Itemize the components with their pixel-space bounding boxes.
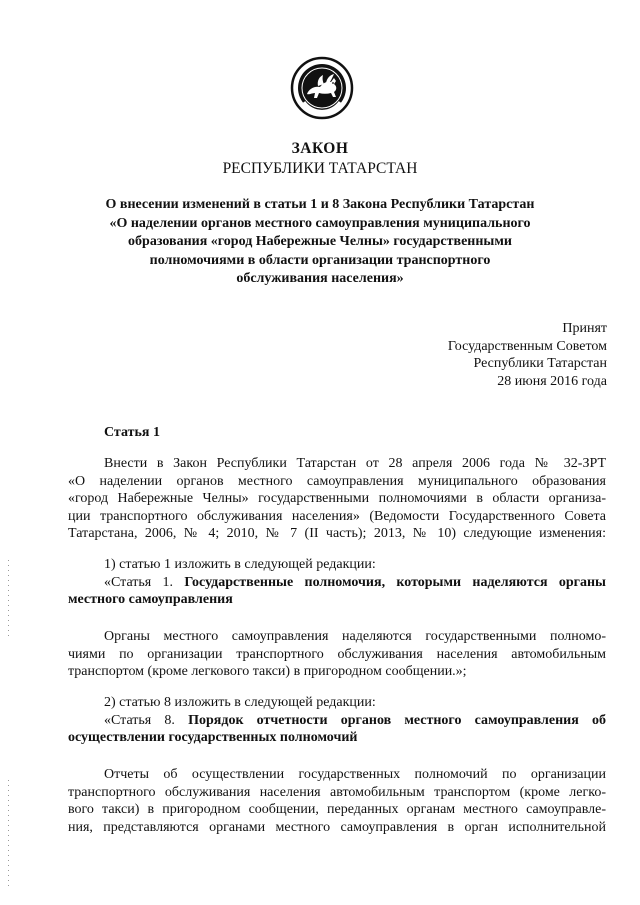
adoption-line: Республики Татарстан <box>473 356 607 371</box>
article-1-body <box>68 628 606 681</box>
article-8-title-line <box>68 712 606 730</box>
text-line: ния, представляются органами местного самоуправления в орган исполнительной <box>68 819 606 835</box>
text-line: Отчеты об осуществлении государственных полномочий по организации <box>104 767 606 782</box>
item-2 <box>68 694 606 747</box>
article-8-title: Порядок отчетности органов местного самоуправления об <box>188 712 606 728</box>
scan-margin-marks <box>8 560 9 640</box>
heading-line: О внесении изменений в статьи 1 и 8 Закона Республики Татарстан <box>105 197 535 212</box>
text-line: «О наделении органов местного самоуправления муниципального образования <box>68 473 606 489</box>
article-1-title: Государственные полномочия, которыми наделяются органы <box>184 574 606 590</box>
text-line: транспортом (кроме легкового такси) в пригородном сообщении.»; <box>68 664 467 679</box>
article-1-prefix: «Статья 1. <box>104 574 174 590</box>
heading-line: «О наделении органов местного самоуправления муниципального <box>109 215 531 231</box>
law-title: ЗАКОН <box>291 140 349 157</box>
intro-paragraph <box>68 455 606 543</box>
scan-margin-marks <box>8 780 9 890</box>
heading-line: полномочиями в области организации транспортного <box>149 252 491 268</box>
article-1-title-line <box>68 574 606 592</box>
text-line: «город Набережные Челны» государственными полномочиями в области организа- <box>68 491 606 506</box>
article-8-body <box>68 766 606 836</box>
text-line: вого такси) в пригородном сообщении, переданных органам местного самоуправле- <box>68 802 606 817</box>
text-line: Татарстана, 2006, № 4; 2010, № 7 (II часть); 2013, № 10) следующие изменения: <box>68 526 606 541</box>
item-1 <box>68 556 606 609</box>
text-line: Органы местного самоуправления наделяются государственными полномо- <box>104 629 606 644</box>
item-intro: 2) статью 8 изложить в следующей редакции: <box>104 695 376 710</box>
heading-line: образования «город Набережные Челны» государственными <box>128 234 512 249</box>
law-subtitle: РЕСПУБЛИКИ ТАТАРСТАН <box>222 160 418 177</box>
text-line: транспортного обслуживания населения автомобильным транспортом (кроме легко- <box>68 784 606 800</box>
item-intro: 1) статью 1 изложить в следующей редакции: <box>104 557 376 572</box>
adoption-date: 28 июня 2016 года <box>497 373 607 389</box>
article-title: Статья 1 <box>104 425 160 440</box>
heading-line: обслуживания населения» <box>236 271 404 286</box>
law-heading <box>60 196 580 289</box>
text-line: ции транспортного обслуживания населения» (Ведомости Государственного Совета <box>68 508 606 524</box>
article-1-title-cont: местного самоуправления <box>68 592 233 607</box>
article-8-prefix: «Статья 8. <box>104 712 175 728</box>
adoption-line: Государственным Советом <box>447 338 607 354</box>
coat-of-arms-emblem <box>290 56 354 120</box>
adoption-line: Принят <box>562 321 607 336</box>
adoption-block <box>448 320 607 390</box>
text-line: чиями по организации транспортного обслуживания населения автомобильным <box>68 646 606 662</box>
article-8-title-cont: осуществлении государственных полномочий <box>68 730 358 745</box>
text-line: Внести в Закон Республики Татарстан от 28 апреля 2006 года № 32-ЗРТ <box>104 456 606 471</box>
